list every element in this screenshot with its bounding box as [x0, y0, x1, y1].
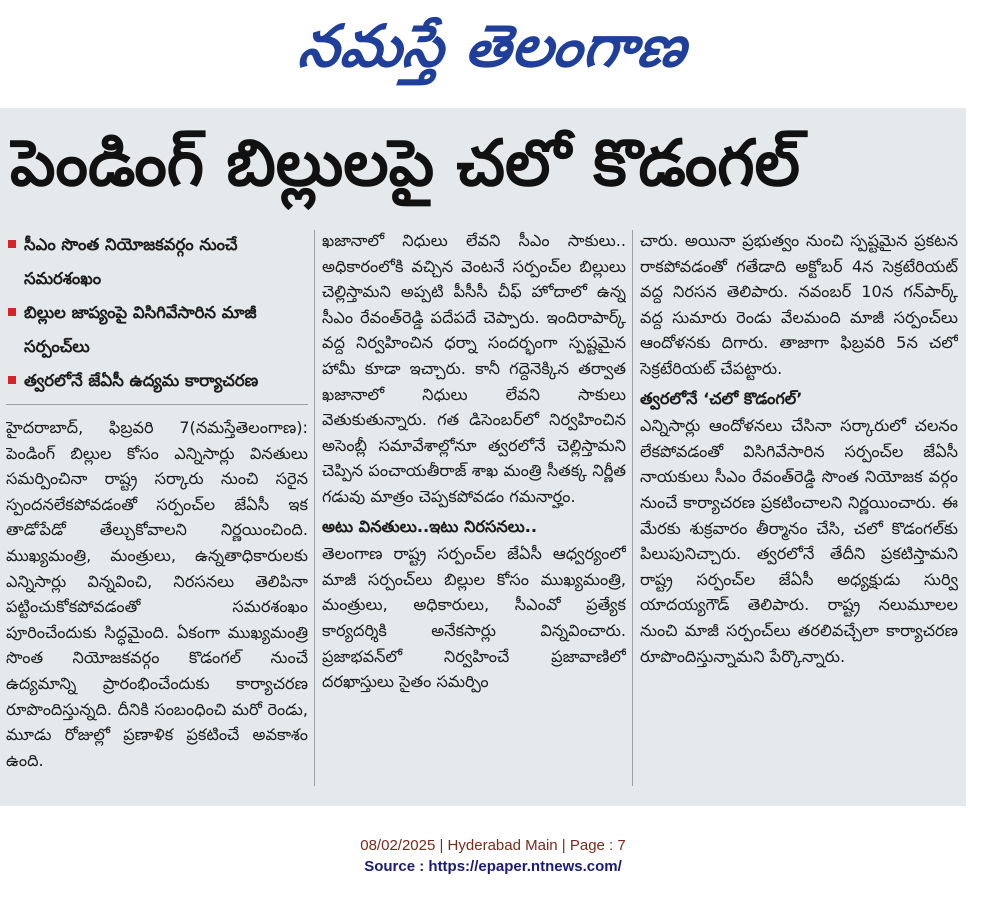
column-rule	[632, 230, 633, 786]
subheading: త్వరలోనే ‘చలో కొడంగల్’	[640, 388, 803, 408]
divider	[6, 404, 308, 405]
article-paragraph: హైదరాబాద్, ఫిబ్రవరి 7(నమస్తేతెలంగాణ): పెండింగ్ బిల్లుల కోసం ఎన్నిసార్లు వినతులు సమర్పించినా రాష్ట్ర సర్కారు నుంచి సరైన స్పందనలేకపోవడంతో సర్పంచ్‌ల జేఏసీ ఇక తాడోపేడో తేల్చుకోవాలని నిర్ణయించింది. ముఖ్యమంత్రి, మంత్రులు, ఉన్నతాధికారులకు ఎన్నిసార్లు విన్నవించి, నిరసనలు తెలిపినా పట్టించుకోకపోవడంతో సమరశంఖం పూరించేందుకు సిద్ధమైంది. ఏకంగా ముఖ్యమంత్రి సొంత నియోజకవర్గం కొడంగల్ నుంచే ఉద్యమాన్ని ప్రారంభించేందుకు కార్యాచరణ రూపొందిస్తున్నది. దీనికి సంబంధించి మరో రెండు, మూడు రోజుల్లో ప్రణాళిక ప్రకటించే అవకాశం ఉంది.	[6, 418, 308, 770]
page-footer	[0, 835, 986, 877]
column-2	[322, 228, 626, 798]
highlight-item	[6, 228, 308, 296]
news-clipping	[0, 108, 966, 806]
highlight-text: బిల్లుల జాప్యంపై విసిగివేసారిన మాజీ సర్పంచ్‌లు	[24, 303, 257, 356]
red-square-icon	[8, 308, 16, 316]
subheading: అటు వినతులు..ఇటు నిరసనలు..	[322, 516, 538, 536]
column-1	[6, 228, 308, 798]
highlight-item	[6, 296, 308, 364]
headline: పెండింగ్ బిల్లులపై చలో కొడంగల్	[10, 127, 800, 201]
column-3	[640, 228, 958, 798]
column-rule	[314, 230, 315, 786]
highlight-text: త్వరలోనే జేఏసీ ఉద్యమ కార్యాచరణ	[24, 371, 259, 390]
article-paragraph: ఎన్నిసార్లు ఆందోళనలు చేసినా సర్కారులో చలనం లేకపోవడంతో విసిగివేసారిన సర్పంచ్‌ల జేఏసీ నాయకులు సీఎం రేవంత్‌రెడ్డి సొంత నియోజక వర్గం నుంచే కార్యాచరణ ప్రకటించాలని నిర్ణయించారు. ఈ మేరకు శుక్రవారం తీర్మానం చేసి, చలో కొడంగల్‌కు పిలుపునిచ్చారు. త్వరలోనే తేదీని ప్రకటిస్తామని రాష్ట్ర సర్పంచ్‌ల జేఏసీ అధ్యక్షుడు సుర్వి యాదయ్యగౌడ్ తెలిపారు. రాష్ట్ర నలుమూలల నుంచి మాజీ సర్పంచ్‌లు తరలివచ్చేలా కార్యాచరణ రూపొందిస్తున్నామని పేర్కొన్నారు.	[640, 416, 958, 666]
masthead	[0, 0, 986, 100]
red-square-icon	[8, 376, 16, 384]
red-square-icon	[8, 240, 16, 248]
article-paragraph: చారు. అయినా ప్రభుత్వం నుంచి స్పష్టమైన ప్రకటన రాకపోవడంతో గతేడాది అక్టోబర్ 4న సెక్రటేరియట్ వద్ద నిరసన తెలిపారు. నవంబర్ 10న గన్‌పార్క్ వద్ద సుమారు రెండు వేలమంది మాజీ సర్పంచ్‌లు ఆందోళనకు దిగారు. తాజాగా ఫిబ్రవరి 5న చలో సెక్రటేరియట్ చేపట్టారు.	[640, 231, 958, 378]
article-paragraph: తెలంగాణ రాష్ట్ర సర్పంచ్‌ల జేఏసీ ఆధ్వర్యంలో మాజీ సర్పంచ్‌లు బిల్లుల కోసం ముఖ్యమంత్రి, మంత్రులు, అధికారులు, సీఎంవో ప్రత్యేక కార్యదర్శికి అనేకసార్లు విన్నవించారు. ప్రజాభవన్‌లో నిర్వహించే ప్రజావాణిలో దరఖాస్తులు సైతం సమర్పిం	[322, 544, 626, 692]
source-link[interactable]: Source : https://epaper.ntnews.com/	[364, 858, 622, 875]
highlight-item	[6, 364, 308, 398]
newspaper-logo: నమస్తే తెలంగాణ	[295, 12, 691, 80]
article-paragraph: ఖజానాలో నిధులు లేవని సీఎం సాకులు.. అధికారంలోకి వచ్చిన వెంటనే సర్పంచ్‌ల బిల్లులు చెల్లిస్తామని అప్పటి పీసీసీ చీఫ్ హోదాలో ఉన్న సీఎం రేవంత్‌రెడ్డి పదేపదే చెప్పారు. ఇందిరాపార్క్ వద్ద నిర్వహించిన ధర్నా సందర్భంగా స్పష్టమైన హామీ కూడా ఇచ్చారు. కానీ గద్దెనెక్కిన తర్వాత ఖజానాలో నిధులు లేవని సాకులు వెతుకుతున్నారు. గత డిసెంబర్‌లో నిర్వహించిన అసెంబ్లీ సమావేశాల్లోనూ త్వరలోనే చెల్లిస్తామని చెప్పిన పంచాయతీరాజ్ శాఖ మంత్రి సీతక్క నిర్ణీత గడువు మాత్రం చెప్పకపోవడం గమనార్హం.	[322, 231, 626, 506]
highlights-list	[6, 228, 308, 398]
highlight-text: సీఎం సొంత నియోజకవర్గం నుంచే సమరశంఖం	[24, 235, 238, 288]
edition-info: 08/02/2025 | Hyderabad Main | Page : 7	[360, 837, 626, 854]
